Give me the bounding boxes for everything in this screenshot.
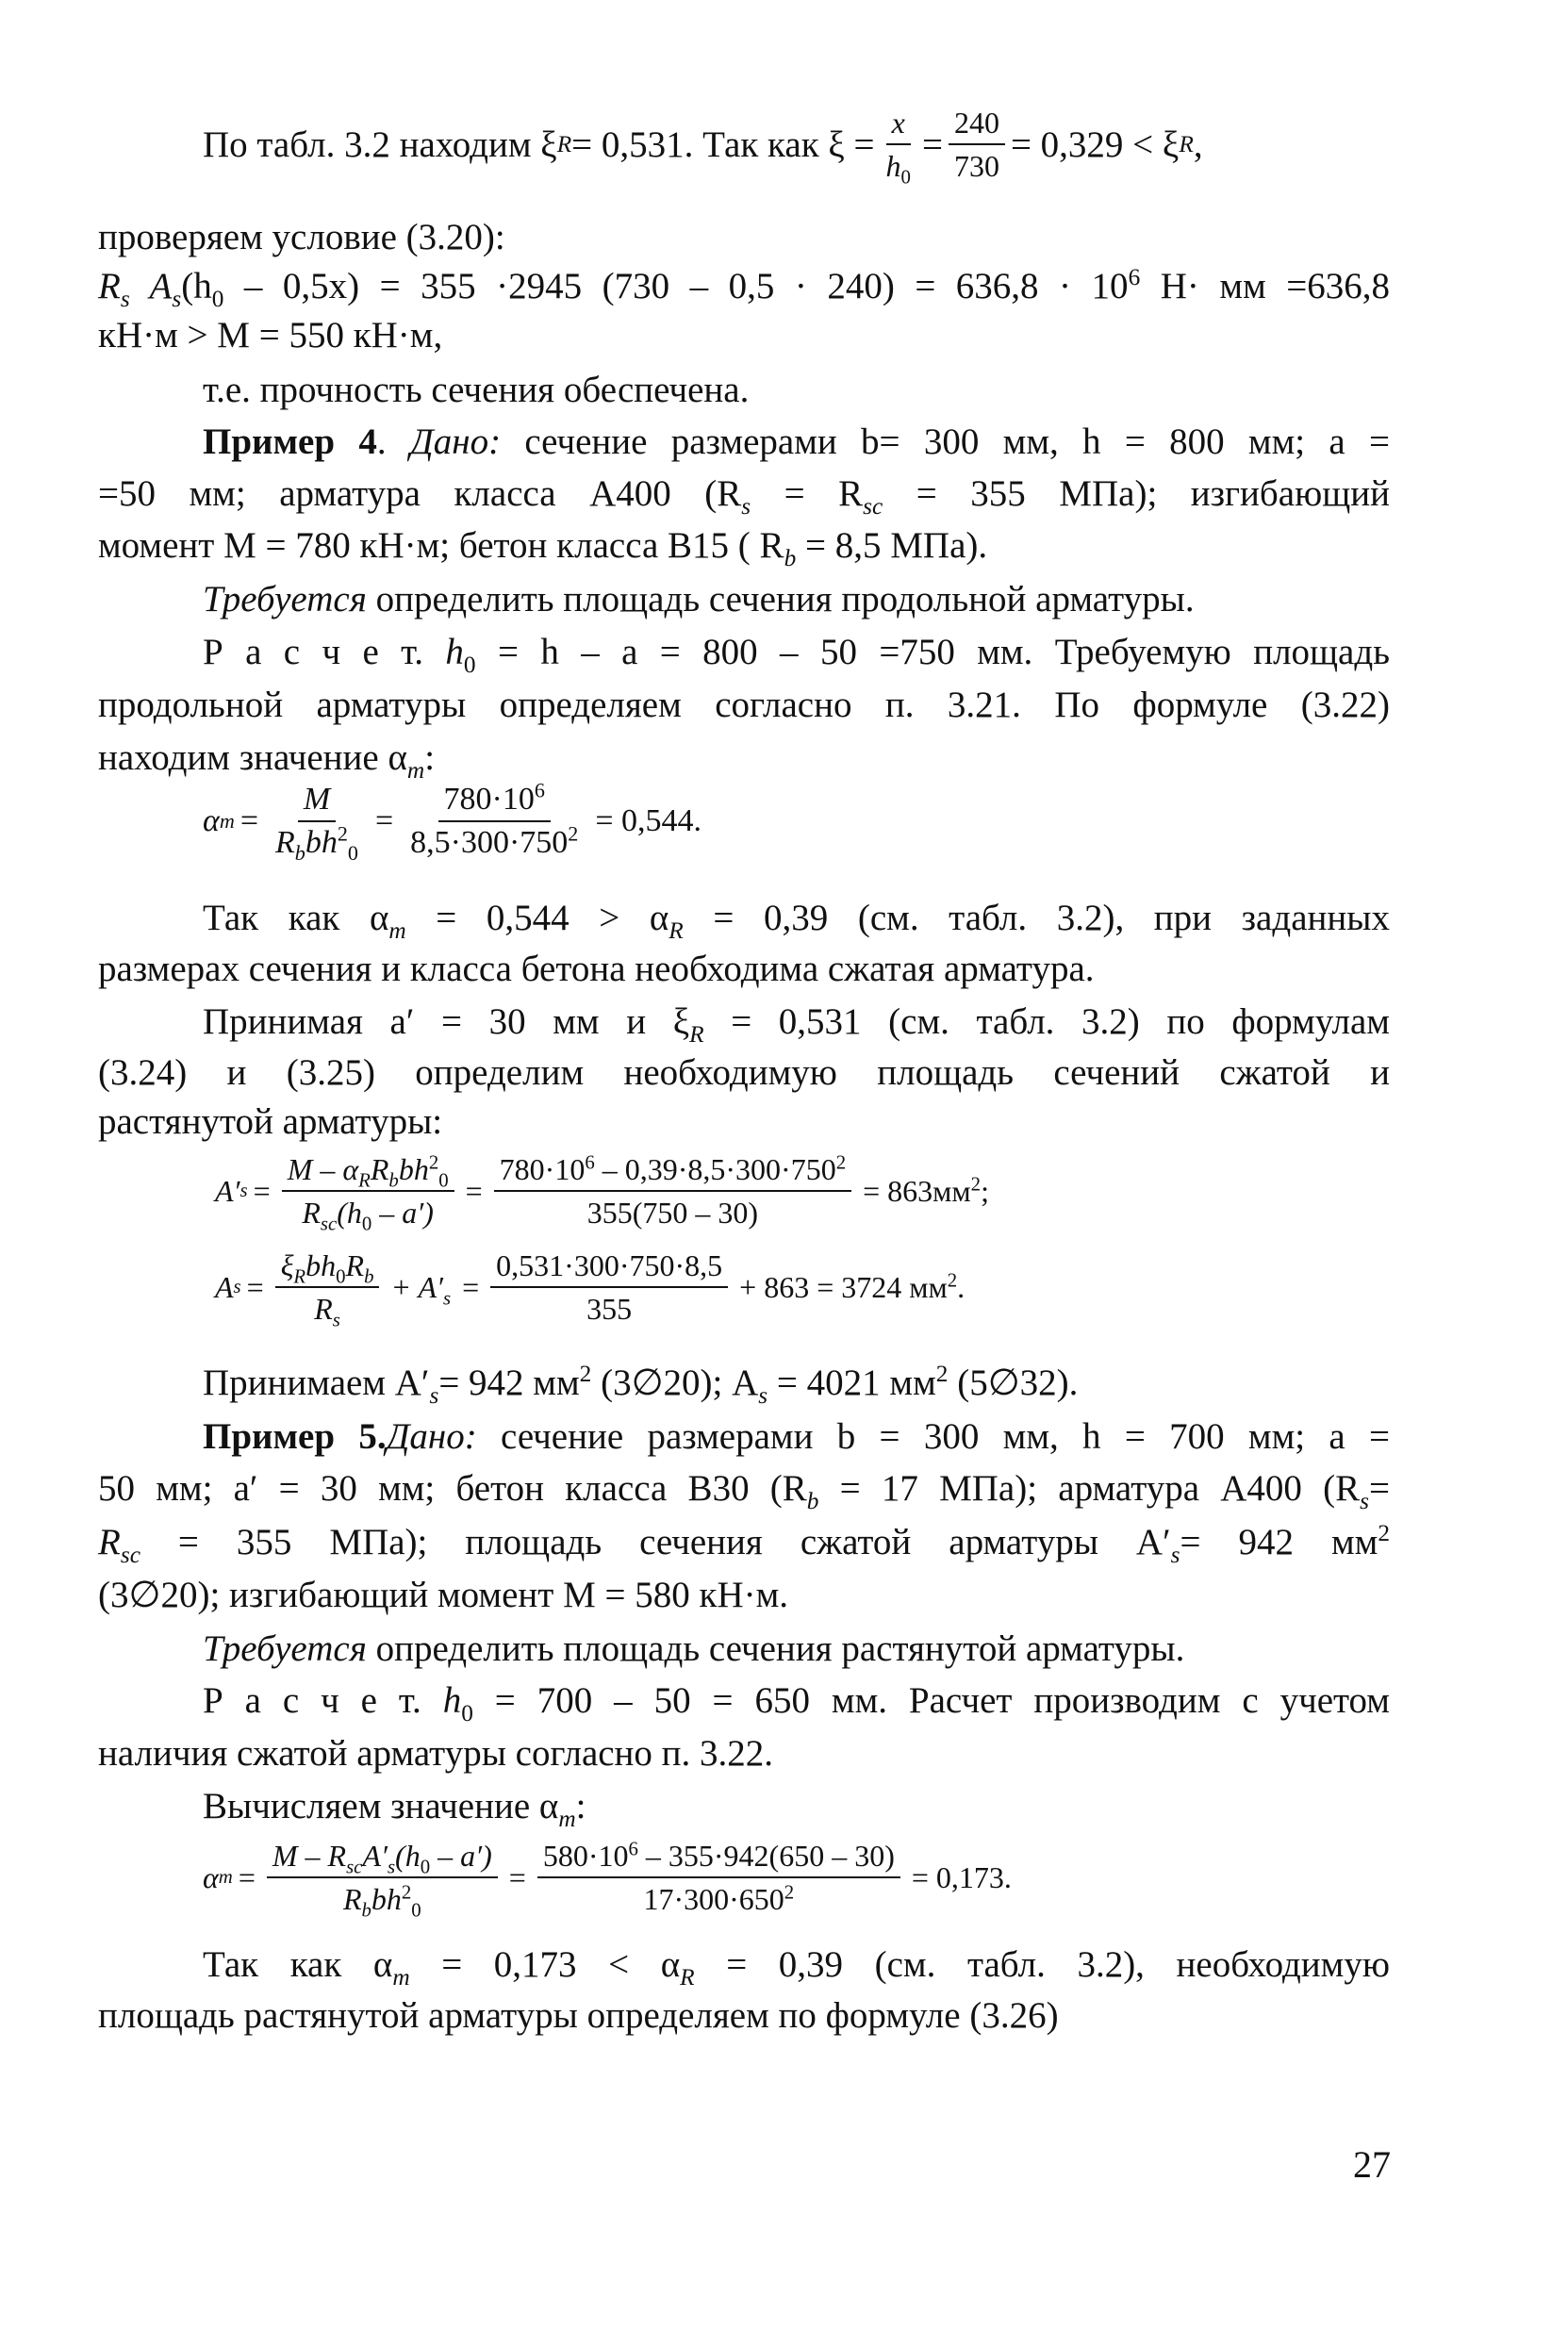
page-number: 27 [1353, 2143, 1391, 2186]
text-line: Так как $\alpha_m = 0,544 > \alpha_R = 0,39$ (см. табл. 3.2), при заданных [203, 898, 1390, 944]
equation-alpha-m-1: α m = $\frac{M}{R_bbh^2_0}$ = $\frac{780\cdot 10^6}{8,5\cdot 300\cdot 750^2}$ = 0,544. [203, 778, 702, 865]
text-line: кН·м > М = 550 кН·м, [98, 315, 443, 355]
equation-alpha-m-2: α m = $\frac{M - R_{sc}A'_s(h_0 - a')}{R_bbh^2_0}$ = $\frac{580\cdot 10^6 - 355\cdot 942(650 - 30)}{17\cdot 300\cdot 650^2}$ = 0,173. [203, 1838, 1012, 1922]
line-xi-check: По табл. 3.2 находим ξ R = 0,531. Так как ξ = $\frac{x}{h_0}$ = $\frac{240}{730}$ = 0,329 < ξ R , [203, 106, 1203, 189]
text-line: (3∅20); изгибающий момент М = 580 кН·м. [98, 1575, 789, 1615]
example-5-heading: Пример 5.Дано: сечение размерами b = 300 мм, h = 700 мм; a = [203, 1416, 1390, 1457]
text-line: $R_{sc} = 355$ МПа); площадь сечения сжатой арматуры $A'_s= 942$ $мм^2$ [98, 1520, 1390, 1568]
text-line: =50 мм; арматура класса А400 ($R_s = R_{sc} = 355$ МПа); изгибающий [98, 473, 1390, 520]
fraction-240-730: $\frac{240}{730}$ [949, 104, 1005, 185]
equation-As-prime: A′ s = $\frac{M - \alpha_RR_bbh^2_0}{R_{sc}(h_0 - a')}$ = $\frac{780\cdot 10^6 - 0,39\cdot 8,5\cdot 300\cdot 750^2}{355(750 - 30)}$ = $863мм^2$; [215, 1151, 989, 1235]
text-line: 50 мм; a′ = 30 мм; бетон класса В30 ($R_b = 17$ МПа); арматура А400 ($R_s=$ [98, 1468, 1390, 1514]
example-4-heading: Пример 4. Дано: сечение размерами b= 300 мм, h = 800 мм; a = [203, 421, 1391, 462]
text-line: (3.24) и (3.25) определим необходимую площадь сечений сжатой и [98, 1052, 1390, 1093]
text-line: $R_s$ $A_s(h_0 - 0,5x) = 355 \cdot 2945$ $(730 - 0,5 \cdot 240) = 636,8 \cdot 10^6$ H· мм =636,8 [98, 264, 1390, 312]
text-line: Требуется определить площадь сечения продольной арматуры. [203, 579, 1195, 620]
text-line: растянутой арматуры: [98, 1101, 443, 1142]
text-line: т.е. прочность сечения обеспечена. [203, 370, 750, 410]
text-line: Так как $\alpha_m = 0,173 < \alpha_R = 0,39$ (см. табл. 3.2), необходимую [203, 1944, 1390, 1991]
text-line: находим значение $\alpha_m$: [98, 737, 436, 784]
text-line: проверяем условие (3.20): [98, 217, 505, 257]
text-line: наличия сжатой арматуры согласно п. 3.22. [98, 1733, 774, 1774]
text-line: Принимая a′ = 30 мм и $\xi_R = 0,531$ (см. табл. 3.2) по формулам [203, 1001, 1390, 1048]
text-line: Вычисляем значение $\alpha_m$: [203, 1786, 586, 1832]
text-line: Р а с ч е т. $h_0 = 700 - 50 = 650$ мм. Расчет производим с учетом [203, 1680, 1390, 1726]
text-line: Требуется определить площадь сечения растянутой арматуры. [203, 1628, 1185, 1669]
text-line: размерах сечения и класса бетона необходима сжатая арматура. [98, 949, 1095, 989]
text-line: площадь растянутой арматуры определяем по формуле (3.26) [98, 1995, 1059, 2036]
fraction-x-h0: $\frac{x}{h_0}$ [885, 106, 911, 189]
text-line: момент М = 780 кН·м; бетон класса В15 ( $R_b = 8,5$ МПа). [98, 525, 988, 571]
equation-As: A s = $\frac{\xi_Rbh_0R_b}{R_s}$ + $A'_s$ = $\frac{0,531\cdot 300\cdot 750\cdot 8,5}{355}$ + 863 = 3724 $мм^2$. [215, 1248, 966, 1331]
text-line: Принимаем $A'_s= 942$ $мм^2$ (3∅20); $A_s = 4021$ $мм^2$ (5∅32). [203, 1361, 1079, 1409]
text-line: Р а с ч е т. $h_0 = h - a = 800 - 50 =750$ мм. Требуемую площадь [203, 632, 1390, 678]
text-line: продольной арматуры определяем согласно п. 3.21. По формуле (3.22) [98, 685, 1390, 725]
